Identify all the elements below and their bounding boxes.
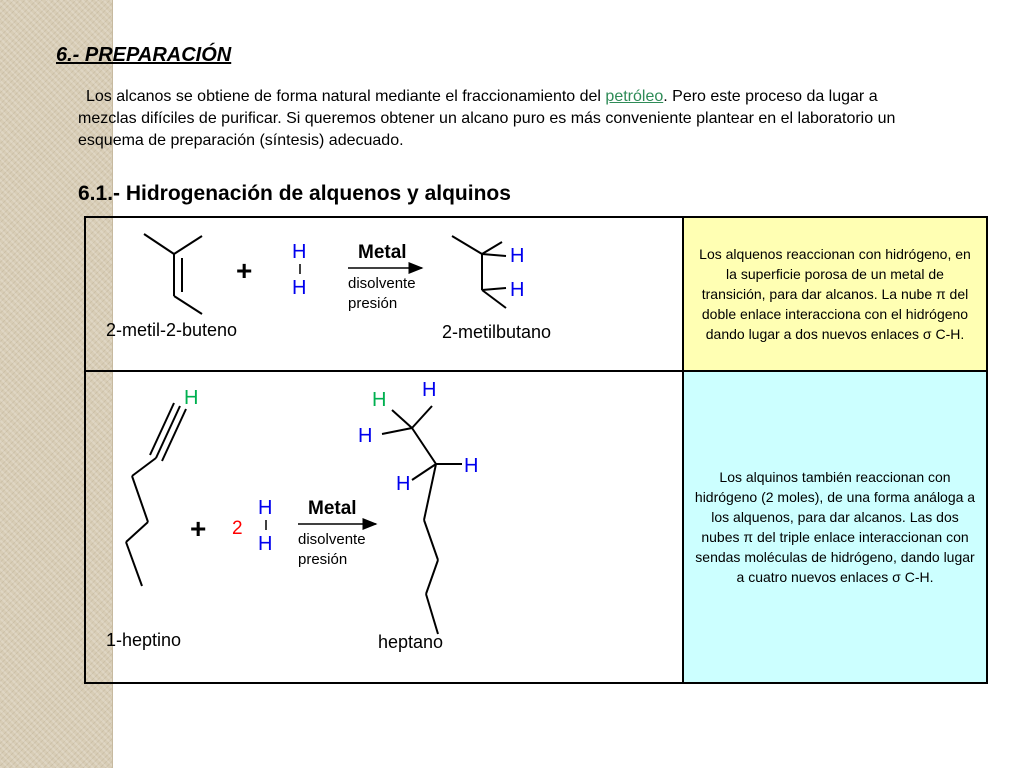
reaction-table xyxy=(84,216,988,684)
alkyne-reaction-row xyxy=(86,372,986,682)
heptane-h-atom-3: H xyxy=(358,425,373,447)
alkene-scheme-svg xyxy=(86,218,682,370)
h2-top-atom-2: H xyxy=(258,497,273,519)
product-h-atom-2: H xyxy=(510,279,525,301)
heptane-h-atom-5: H xyxy=(396,473,411,495)
note1-text-c: C-H. xyxy=(931,326,965,342)
alkyne-reaction-scheme xyxy=(86,372,684,682)
intro-text-2: . Pero este proceso da lugar a mezclas difíciles de purificar. Si queremos obtener un alcano puro es más conveniente plantear en el laboratorio un esquema de preparación (síntesis) adecuado. xyxy=(78,88,896,149)
intro-paragraph xyxy=(78,86,918,152)
heptane-h-atom-1: H xyxy=(372,389,387,411)
alkyne-scheme-svg xyxy=(86,372,682,682)
note1-text-b: del doble enlace interacciona con el hidrógeno dando lugar a dos nuevos enlaces xyxy=(701,286,969,342)
plus-sign-1: + xyxy=(236,255,253,286)
conditions-solvent-1: disolvente xyxy=(348,275,416,292)
h2-top-atom: H xyxy=(292,241,307,263)
heptane-skeletal-structure xyxy=(382,406,462,634)
conditions-pressure-1: presión xyxy=(348,295,398,312)
intro-text-1: Los alcanos se obtiene de forma natural mediante el fraccionamiento del xyxy=(86,88,606,105)
heptane-h-atom-2: H xyxy=(422,379,437,401)
alkene-skeletal-structure xyxy=(144,234,202,314)
note1-text-a: Los alquenos reaccionan con hidrógeno, en la superficie porosa de un metal de transición, para dar alcanos. La nube xyxy=(699,246,971,302)
h2-bottom-atom: H xyxy=(292,277,307,299)
h2-bottom-atom-2: H xyxy=(258,533,273,555)
catalyst-label-1: Metal xyxy=(358,242,407,263)
product-h-atom-1: H xyxy=(510,245,525,267)
alkyne-explanation xyxy=(684,372,986,682)
alkyne-explanation-text xyxy=(694,467,976,587)
note2-text-b: del triple enlace interaccionan con sendas moléculas de hidrógeno, dando lugar a cuatro nuevos enlaces xyxy=(695,529,975,585)
conditions-solvent-2: disolvente xyxy=(298,531,366,548)
note2-sigma-symbol: σ xyxy=(892,569,901,585)
petroleo-link[interactable]: petróleo xyxy=(605,88,664,105)
alkyne-name: 1-heptino xyxy=(106,630,182,650)
alkene-reaction-scheme xyxy=(86,218,684,370)
heptane-h-atom-4: H xyxy=(464,455,479,477)
conditions-pressure-2: presión xyxy=(298,551,348,568)
alkene-explanation-text xyxy=(694,244,976,344)
note1-sigma-symbol: σ xyxy=(922,326,932,342)
alkene-reaction-row xyxy=(86,218,986,372)
note2-pi-symbol: π xyxy=(743,529,754,545)
note1-pi-symbol: π xyxy=(936,286,946,302)
section-title: 6.- PREPARACIÓN xyxy=(56,44,232,66)
subsection-title: 6.1.- Hidrogenación de alquenos y alquinos xyxy=(78,182,511,205)
alkyne-h-atom: H xyxy=(184,387,199,409)
alkyne-skeletal-structure xyxy=(126,403,186,586)
plus-sign-2: + xyxy=(190,513,207,544)
heptane-name: heptano xyxy=(378,632,444,652)
alkane-product-structure xyxy=(452,236,506,308)
alkene-name: 2-metil-2-buteno xyxy=(106,320,238,340)
h2-coefficient: 2 xyxy=(232,518,243,539)
note2-text-a: Los alquinos también reaccionan con hidrógeno (2 moles), de una forma análoga a los alquenos, para dar alcanos. Las dos nubes xyxy=(694,469,976,545)
alkene-explanation xyxy=(684,218,986,370)
alkane-name-1: 2-metilbutano xyxy=(442,322,552,342)
note2-text-c: C-H. xyxy=(900,569,934,585)
catalyst-label-2: Metal xyxy=(308,498,357,519)
